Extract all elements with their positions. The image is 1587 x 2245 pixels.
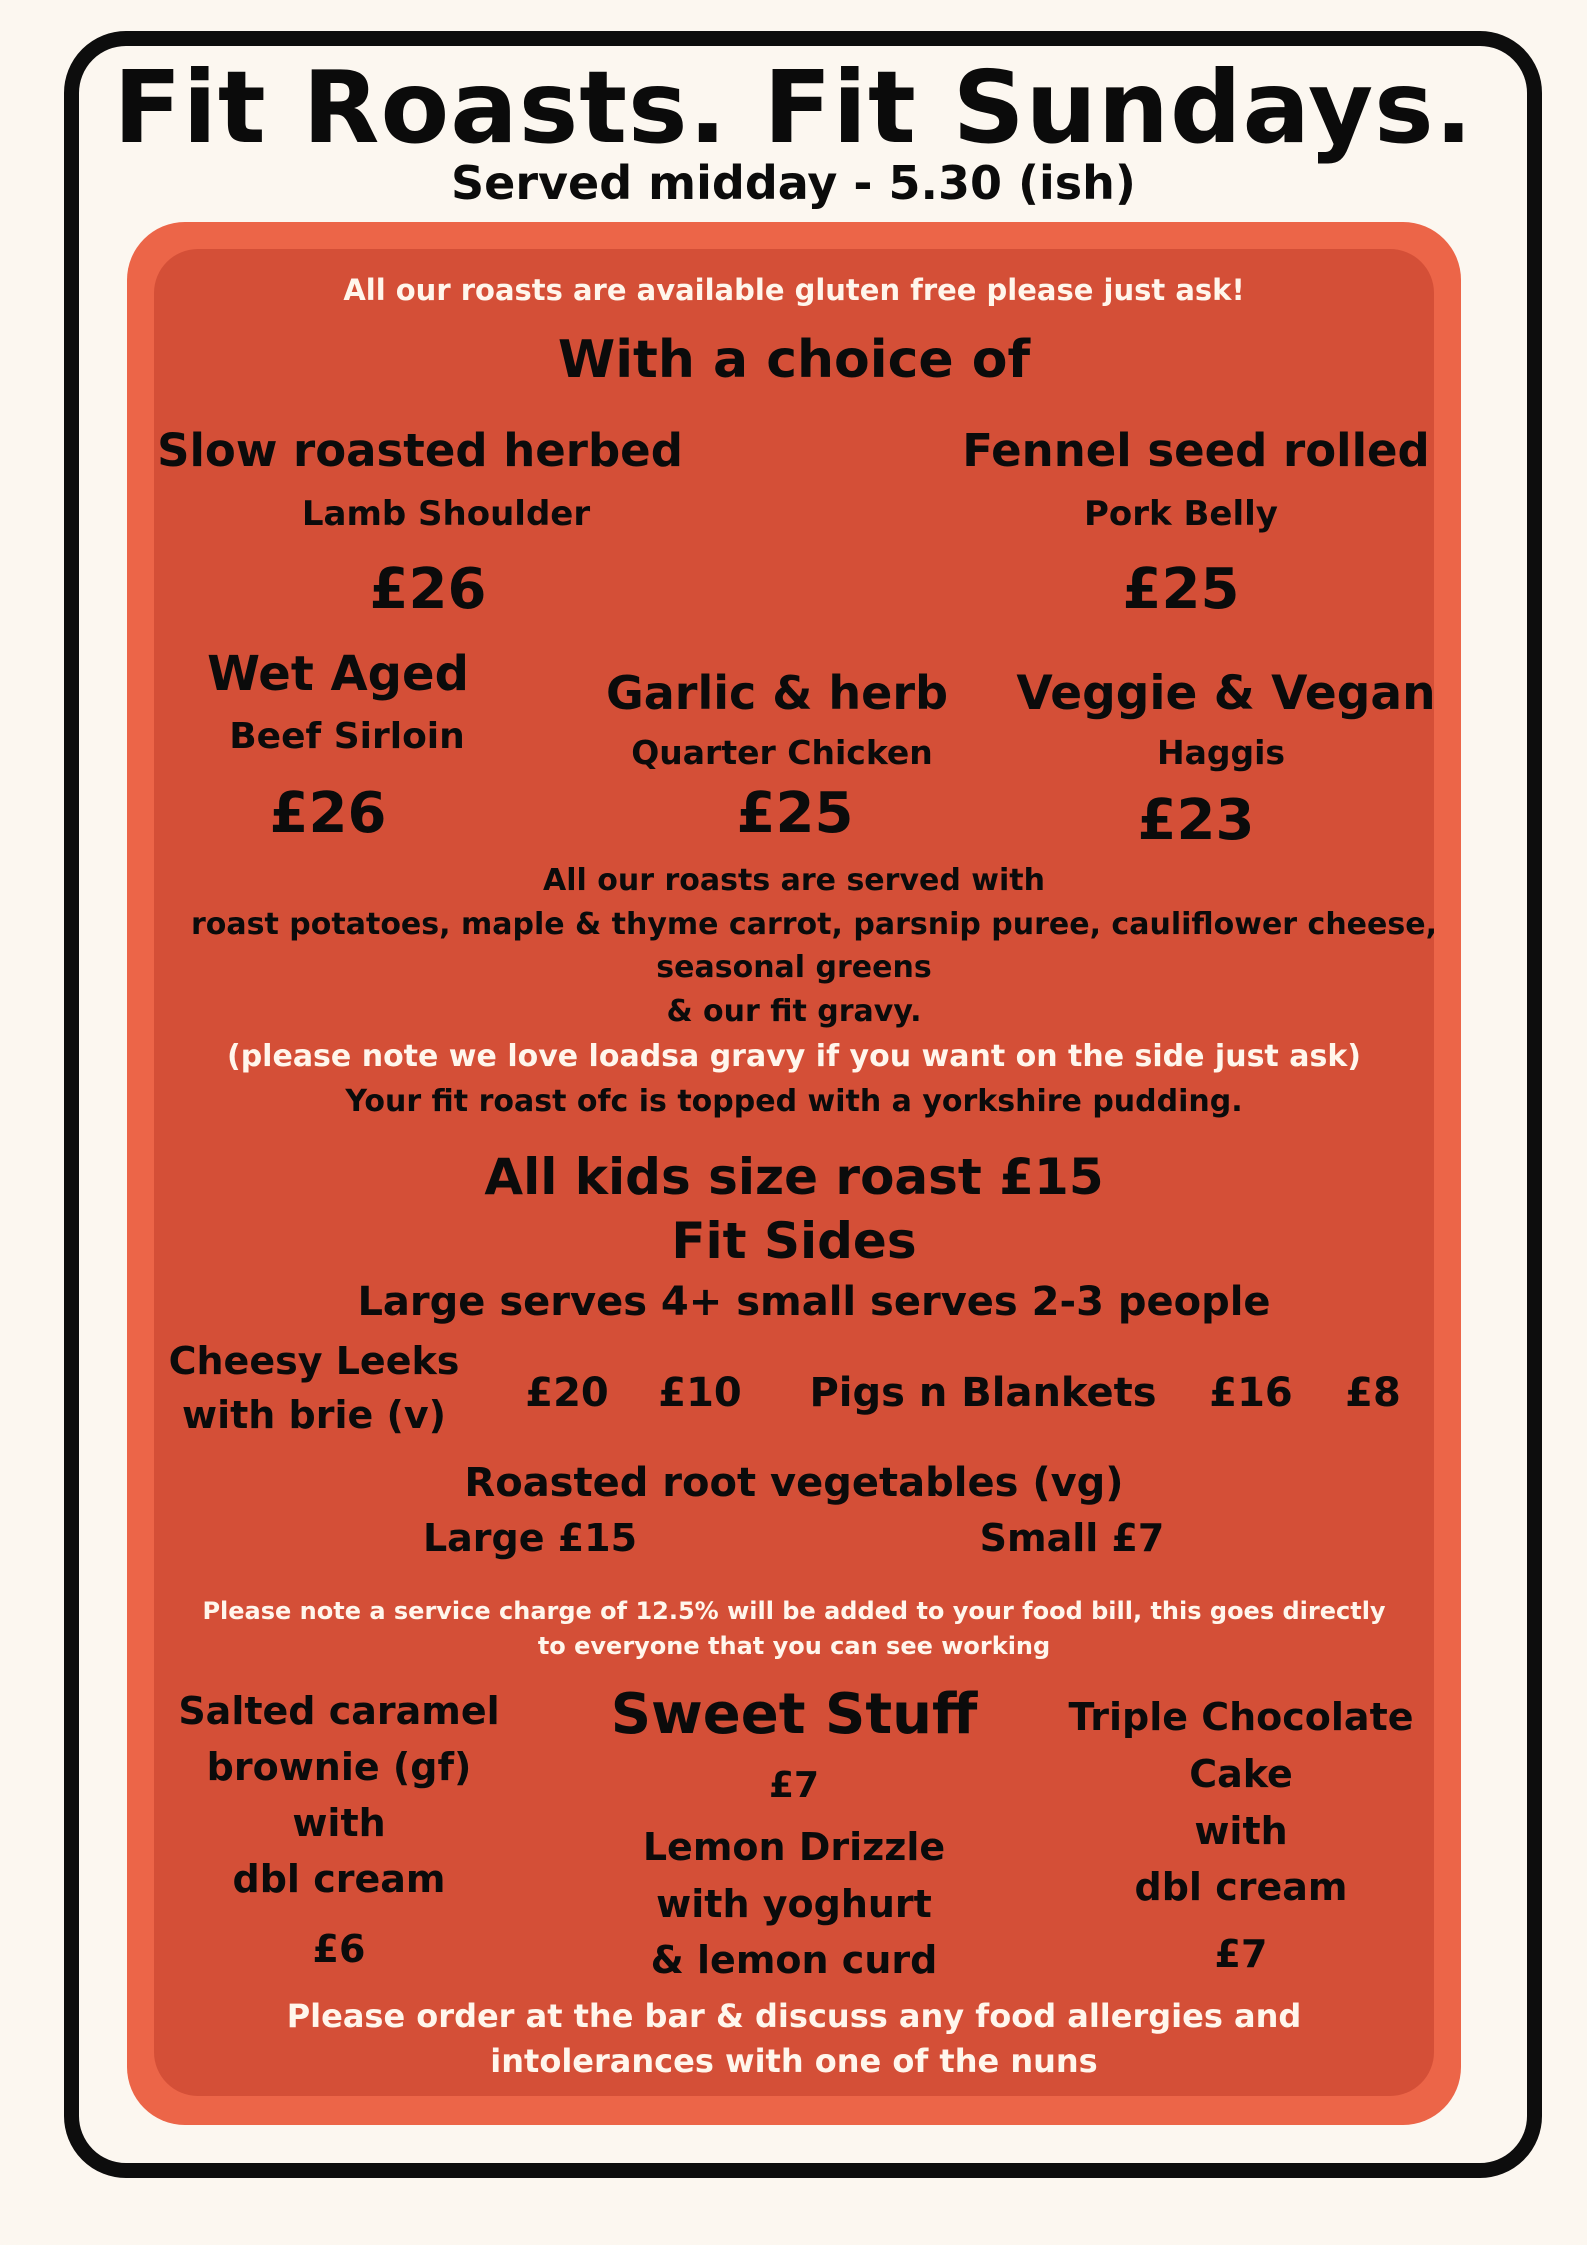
roast-chicken-name: Garlic & herb <box>606 666 948 720</box>
service-charge-note-line2: to everyone that you can see working <box>537 1632 1051 1660</box>
dessert-lemon-line1: Lemon Drizzle <box>642 1825 946 1869</box>
kids-roast: All kids size roast £15 <box>484 1148 1104 1206</box>
roast-chicken-price: £25 <box>736 781 854 846</box>
side-pigs-large-price: £16 <box>1209 1370 1293 1416</box>
menu-title: Fit Roasts. Fit Sundays. <box>113 49 1474 166</box>
served-with-gravy: & our fit gravy. <box>666 994 922 1029</box>
dessert-brownie-line1: Salted caramel <box>178 1689 500 1733</box>
dessert-cake-line3: with <box>1194 1809 1288 1853</box>
side-pigs-name: Pigs n Blankets <box>809 1370 1157 1416</box>
side-roots-name: Roasted root vegetables (vg) <box>464 1460 1124 1506</box>
served-with-greens: seasonal greens <box>656 950 932 985</box>
dessert-cake-line1: Triple Chocolate <box>1068 1695 1414 1739</box>
roast-lamb-cut: Lamb Shoulder <box>301 494 591 534</box>
sides-sizes-note: Large serves 4+ small serves 2-3 people <box>357 1279 1271 1325</box>
side-leeks-name-line1: Cheesy Leeks <box>168 1339 460 1383</box>
dessert-lemon-price: £7 <box>768 1765 820 1806</box>
side-leeks-name-line2: with brie (v) <box>181 1393 447 1437</box>
roast-beef-price: £26 <box>269 781 387 846</box>
side-pigs-small-price: £8 <box>1345 1370 1401 1416</box>
desserts-heading: Sweet Stuff <box>610 1682 978 1747</box>
dessert-brownie-line3: with <box>292 1801 386 1845</box>
roast-haggis-cut: Haggis <box>1156 733 1286 772</box>
roast-haggis-price: £23 <box>1137 788 1255 853</box>
roast-lamb-name: Slow roasted herbed <box>157 424 683 477</box>
roast-pork-price: £25 <box>1122 557 1240 622</box>
dessert-brownie-price: £6 <box>312 1927 366 1971</box>
side-leeks-small-price: £10 <box>658 1370 742 1416</box>
yorkshire-note: Your fit roast ofc is topped with a yorkshire pudding. <box>345 1084 1243 1119</box>
side-roots-small: Small £7 <box>979 1516 1165 1560</box>
dessert-cake-line4: dbl cream <box>1134 1865 1348 1909</box>
roast-haggis-name: Veggie & Vegan <box>1016 666 1436 721</box>
order-note-line2: intolerances with one of the nuns <box>490 2042 1098 2080</box>
gluten-free-note: All our roasts are available gluten free please just ask! <box>343 273 1245 307</box>
gravy-note: (please note we love loadsa gravy if you want on the side just ask) <box>227 1039 1361 1074</box>
side-roots-large: Large £15 <box>422 1516 638 1560</box>
dessert-cake-price: £7 <box>1214 1932 1268 1976</box>
roast-lamb-price: £26 <box>369 557 487 622</box>
dessert-brownie-line2: brownie (gf) <box>206 1745 472 1789</box>
order-note-line1: Please order at the bar & discuss any food allergies and <box>286 1997 1302 2035</box>
roast-pork-cut: Pork Belly <box>1084 494 1278 534</box>
dessert-brownie-line4: dbl cream <box>232 1857 446 1901</box>
roast-beef-name: Wet Aged <box>207 646 469 702</box>
sides-heading: Fit Sides <box>671 1212 917 1270</box>
dessert-lemon-line2: with yoghurt <box>656 1882 932 1926</box>
served-with-list: roast potatoes, maple & thyme carrot, parsnip puree, cauliflower cheese, <box>191 907 1437 942</box>
roast-chicken-cut: Quarter Chicken <box>631 733 933 772</box>
dessert-cake-line2: Cake <box>1189 1752 1293 1796</box>
menu-subtitle: Served midday - 5.30 (ish) <box>451 156 1136 210</box>
service-charge-note-line1: Please note a service charge of 12.5% will be added to your food bill, this goes directly <box>202 1597 1386 1625</box>
roast-pork-name: Fennel seed rolled <box>962 424 1430 477</box>
side-leeks-large-price: £20 <box>525 1370 609 1416</box>
served-with-intro: All our roasts are served with <box>543 863 1045 898</box>
choice-heading: With a choice of <box>557 330 1031 390</box>
roast-beef-cut: Beef Sirloin <box>229 716 465 757</box>
dessert-lemon-line3: & lemon curd <box>650 1938 938 1982</box>
